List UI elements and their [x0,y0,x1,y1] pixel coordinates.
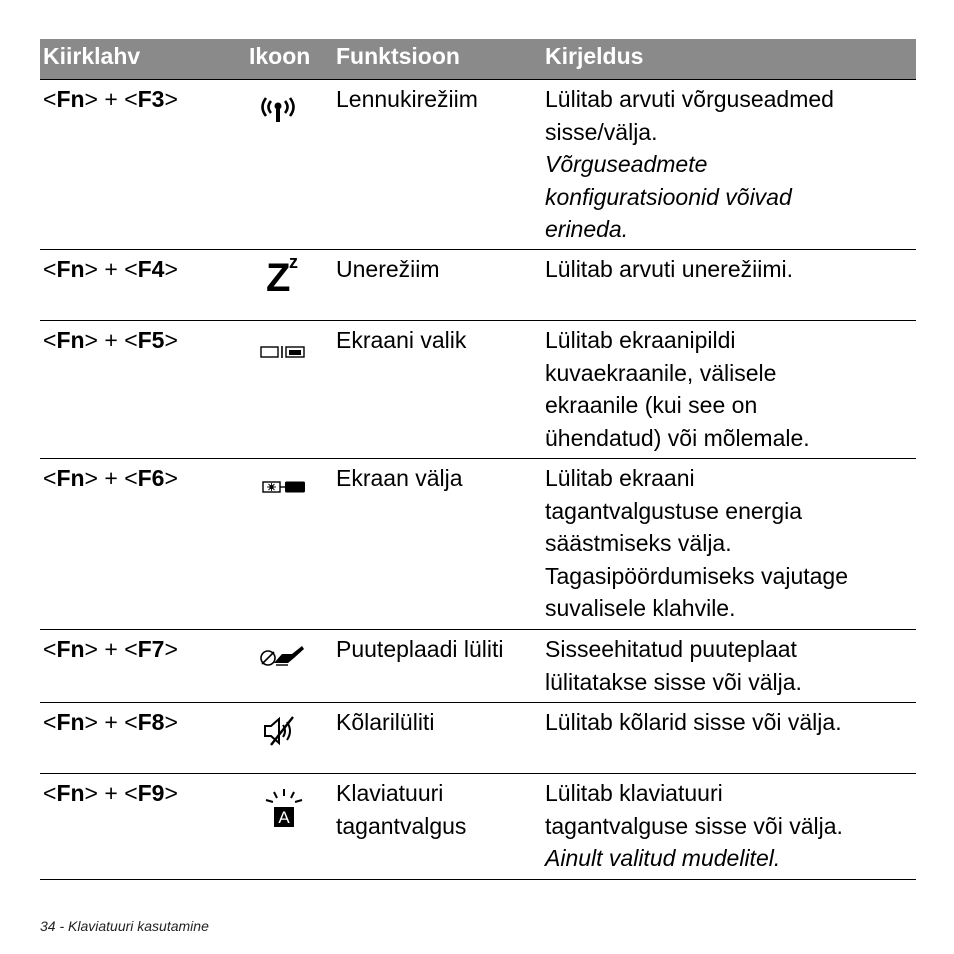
sleep-zz-icon: Z z [266,252,298,300]
table-header [40,39,916,80]
description: Sisseehitatud puuteplaat lülitatakse sisse või välja. [545,636,802,695]
table-row [40,459,916,630]
function-name: Ekraan välja [336,465,463,491]
description: Lülitab kõlarid sisse või välja. [545,709,842,735]
description: Lülitab ekraani tagantvalgustuse energia säästmiseks välja. Tagasipöördumiseks vajutage suvalisele klahvile. [545,465,849,621]
display-off-icon [262,480,332,494]
description: Lülitab klaviatuuri tagantvalguse sisse või välja. Ainult valitud mudelitel. [545,780,843,871]
header-kiirklahv: Kiirklahv [43,43,141,69]
shortcut-key: <Fn> + <F4> [43,256,178,282]
function-name: Ekraani valik [336,327,467,353]
display-toggle-icon [260,345,330,359]
shortcut-key: <Fn> + <F6> [43,465,178,491]
function-name: Klaviatuuri tagantvalgus [336,780,467,839]
shortcut-table [40,39,916,880]
description: Lülitab ekraanipildi kuvaekraanile, välisele ekraanile (kui see on ühendatud) või mõlemale. [545,327,810,451]
description: Lülitab arvuti võrguseadmed sisse/välja. Võrguseadmete konfiguratsioonid võivad erineda. [545,86,834,242]
header-funktsioon: Funktsioon [336,43,460,69]
table-row [40,80,916,250]
header-ikoon: Ikoon [249,43,311,69]
description: Lülitab arvuti unerežiimi. [545,256,794,282]
speaker-mute-icon [262,715,332,747]
function-name: Unerežiim [336,256,440,282]
keyboard-backlight-icon: A [264,788,334,830]
table-row [40,703,916,774]
shortcut-key: <Fn> + <F5> [43,327,178,353]
shortcut-key: <Fn> + <F9> [43,780,178,806]
function-name: Lennukirežiim [336,86,478,112]
table-row [40,321,916,459]
table-row [40,774,916,880]
shortcut-key: <Fn> + <F8> [43,709,178,735]
shortcut-key: <Fn> + <F3> [43,86,178,112]
page-footer: 34 - Klaviatuuri kasutamine [40,918,209,934]
shortcut-key: <Fn> + <F7> [43,636,178,662]
function-name: Kõlarilüliti [336,709,435,735]
table-row [40,250,916,321]
wireless-antenna-icon [255,92,325,126]
touchpad-toggle-icon [258,642,328,668]
table-row [40,630,916,703]
function-name: Puuteplaadi lüliti [336,636,504,662]
header-kirjeldus: Kirjeldus [545,43,644,69]
